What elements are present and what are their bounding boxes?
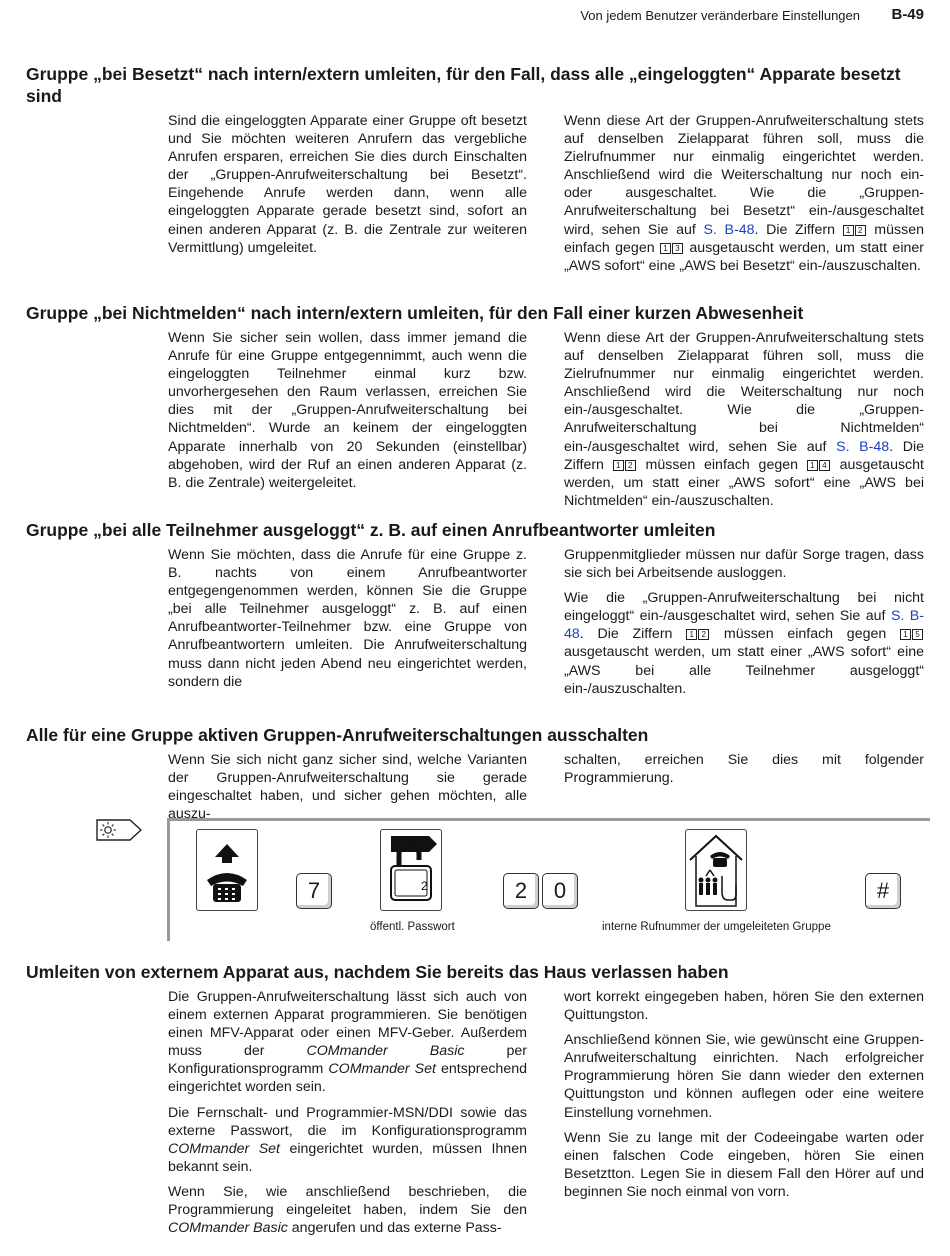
caption-public-password: öffentl. Passwort <box>370 921 455 933</box>
programming-sequence <box>167 818 930 941</box>
paragraph <box>564 329 924 510</box>
text: . Die Ziffern <box>579 626 687 643</box>
key-1: 1 <box>686 629 697 640</box>
paragraph <box>564 589 924 698</box>
page-link-b48[interactable]: S. B-48 <box>564 608 924 643</box>
key-4: 4 <box>819 460 830 471</box>
page-link-b48[interactable]: S. B-48 <box>836 438 890 455</box>
paragraph: Anschließend können Sie, wie gewünscht eine Gruppen-Anrufweiterschaltung einrichten. Nach erfolgreicher Programmierung hören Sie dann wieder den externen Quittungston und können auflegen oder eine weitere Einstellung vornehmen. <box>564 1032 924 1121</box>
text: Wenn diese Art der Gruppen-Anrufweiterschaltung stets auf denselben Zielapparat führen soll, muss die Zielrufnummer nur einmalig eingerichtet werden. Anschließend wird die Weiterschaltung nur noch ein- oder ausgeschaltet. Wie die „Gruppen-Anrufweiterschaltung bei Besetzt“ ein-/ausgeschaltet wird, sehen Sie auf <box>564 113 924 238</box>
paragraph <box>168 988 527 1097</box>
section-no-answer-left-text <box>168 329 527 499</box>
padlock-password-icon <box>380 829 442 911</box>
key-1: 1 <box>900 629 911 640</box>
section-remote-right-text <box>564 988 924 1208</box>
text: angerufen und das externe Pass- <box>287 1220 502 1237</box>
key-pair-icon <box>900 625 924 643</box>
section-heading-disable-all: Alle für eine Gruppe aktiven Gruppen-Anrufweiterschaltungen ausschalten <box>26 725 649 745</box>
section-logged-out-left-text <box>168 546 527 698</box>
text: Wenn Sie, wie anschließend beschrieben, die Programmierung eingeleitet haben, indem Sie den <box>168 1183 527 1219</box>
product-name: COMmander Set <box>168 1140 280 1157</box>
key-pair-icon <box>686 625 710 643</box>
paragraph: Wenn Sie zu lange mit der Codeeingabe warten oder einen falschen Code eingeben, hören Sie einen Besetztton. Legen Sie in diesem Fall den Hörer auf und beginnen Sie noch einmal von vorn. <box>564 1129 924 1200</box>
text: . Die Ziffern <box>564 438 924 473</box>
section-remote-left-text <box>168 988 527 1244</box>
key-1: 1 <box>660 243 671 254</box>
key-pair-icon <box>807 456 831 474</box>
paragraph <box>168 1183 527 1237</box>
key-pair-icon <box>843 221 867 239</box>
section-heading-busy: Gruppe „bei Besetzt“ nach intern/extern umleiten, für den Fall, dass alle „eingeloggten“ Apparate besetzt sind <box>26 64 901 106</box>
key-7: 7 <box>296 873 332 909</box>
key-1: 1 <box>613 460 624 471</box>
text: müssen einfach gegen <box>710 626 900 643</box>
key-hash: # <box>865 873 901 909</box>
paragraph: Sind die eingeloggten Apparate einer Gruppe oft besetzt und Sie möchten weiteren Anrufern das vergebliche Anrufen ersparen, erreichen Sie dies durch Einschalten der „Gruppen-Anrufweiterschaltung bei Besetzt“. Eingehende Anrufe werden dann, wenn alle eingeloggten Apparate gerade besetzt sind, sofort an einen anderen Apparat (z. B. die Zentrale zur weiteren Vermittlung) umgeleitet. <box>168 113 527 256</box>
text: per Konfigurationsprogramm <box>168 1043 528 1078</box>
section-heading-remote: Umleiten von externem Apparat aus, nachdem Sie bereits das Haus verlassen haben <box>26 962 729 982</box>
text: müssen einfach gegen <box>636 456 807 473</box>
text: ausgetauscht werden, um statt einer „AWS sofort“ eine „AWS bei Besetzt“ ein-/auszuschalten. <box>564 239 924 274</box>
sun-moon-icon <box>96 818 142 842</box>
product-name: COMmander Basic <box>306 1043 465 1060</box>
section-busy-right-text <box>564 112 924 282</box>
running-header: Von jedem Benutzer veränderbare Einstellungen <box>580 8 860 23</box>
section-heading-logged-out: Gruppe „bei alle Teilnehmer ausgeloggt“ z. B. auf einen Anrufbeantworter umleiten <box>26 520 716 540</box>
caption-group-number: interne Rufnummer der umgeleiteten Gruppe <box>602 921 831 933</box>
section-no-answer-right-text <box>564 329 924 517</box>
paragraph: Gruppenmitglieder müssen nur dafür Sorge tragen, dass sie sich bei Arbeitsende ausloggen. <box>564 547 924 582</box>
key-2: 2 <box>503 873 539 909</box>
text: eingerichtet wurden, müssen Ihnen bekannt sein. <box>168 1140 527 1175</box>
section-logged-out-right-text <box>564 546 924 705</box>
text: ausgetauscht werden, um statt einer „AWS sofort“ eine „AWS bei alle Teilnehmer ausgeloggt“ ein-/auszuschalten. <box>564 644 924 697</box>
text: Die Fernschalt- und Programmier-MSN/DDI sowie das externe Passwort, die im Konfigurationsprogramm <box>168 1104 527 1139</box>
page-link-b48[interactable]: S. B-48 <box>703 221 755 238</box>
paragraph: schalten, erreichen Sie dies mit folgender Programmierung. <box>564 752 924 787</box>
paragraph: Wenn Sie sich nicht ganz sicher sind, welche Varianten der Gruppen-Anrufweiterschaltung sie gerade eingeschaltet haben, und sicher gehen möchten, alle auszu- <box>168 752 527 823</box>
text: Wenn diese Art der Gruppen-Anrufweiterschaltung stets auf denselben Zielapparat führen soll, muss die Zielrufnummer nur einmalig eingerichtet werden. Anschließend wird die Weiterschaltung nur noch ein-/ausgeschaltet. Wie die „Gruppen-Anrufweiterschaltung bei Nichtmelden“ ein-/ausgeschaltet wird, sehen Sie auf <box>564 330 924 455</box>
key-2: 2 <box>855 225 866 236</box>
key-1: 1 <box>807 460 818 471</box>
key-0: 0 <box>542 873 578 909</box>
key-1: 1 <box>843 225 854 236</box>
text: Wie die „Gruppen-Anrufweiterschaltung bei nicht eingeloggt“ ein-/ausgeschaltet wird, sehen Sie auf <box>564 590 924 625</box>
lock-digit: 2 <box>421 879 428 893</box>
page-number: B-49 <box>891 6 924 23</box>
paragraph <box>168 1104 527 1176</box>
house-group-phone-icon <box>685 829 747 911</box>
key-pair-icon <box>660 239 684 257</box>
product-name: COMmander Set <box>328 1061 436 1078</box>
section-busy-left-text <box>168 112 527 264</box>
lift-handset-icon <box>196 829 258 911</box>
text: müssen einfach gegen <box>564 221 924 256</box>
paragraph: Wenn Sie möchten, dass die Anrufe für eine Gruppe z. B. nachts von einem Anrufbeantworter entgegengenommen werden, können Sie die Gruppe „bei alle Teilnehmer ausgeloggt“ z. B. auf einen Anrufbeantworter-Teilnehmer bzw. eine Gruppe von Anrufbeantwortern umleiten. Die Anrufweiterschaltung muss dann nicht jeden Abend neu eingerichtet werden, sondern die <box>168 547 527 690</box>
text: ausgetauscht werden, um statt einer „AWS sofort“ eine „AWS bei Nichtmelden“ ein-/auszuschalten. <box>564 456 924 509</box>
key-3: 3 <box>672 243 683 254</box>
key-2: 2 <box>698 629 709 640</box>
text: . Die Ziffern <box>754 221 843 238</box>
text: Die Gruppen-Anrufweiterschaltung lässt sich auch von einem externen Apparat programmieren. Sie benötigen einen MFV-Apparat oder einen MFV-Geber. Außerdem muss der <box>168 989 527 1060</box>
key-2: 2 <box>625 460 636 471</box>
text: entsprechend eingerichtet worden sein. <box>168 1061 527 1096</box>
paragraph: wort korrekt eingegeben haben, hören Sie den externen Quittungston. <box>564 989 924 1024</box>
paragraph <box>564 112 924 275</box>
product-name: COMmander Basic <box>168 1220 288 1237</box>
paragraph: Wenn Sie sicher sein wollen, dass immer jemand die Anrufe für eine Gruppe entgegennimmt, auch wenn die eingeloggten Teilnehmer einmal kurz bzw. unvorhergesehen den Raum verlassen, erreichen Sie dies mit der „Gruppen-Anrufweiterschaltung bei Nichtmelden“. Wurde an keinem der eingeloggten Apparate innerhalb von 20 Sekunden (einstellbar) abgehoben, wird der Ruf an einen anderen Apparat (z. B. die Zentrale) weitergeleitet. <box>168 330 527 491</box>
section-heading-no-answer: Gruppe „bei Nichtmelden“ nach intern/extern umleiten, für den Fall einer kurzen Abwesenheit <box>26 303 804 323</box>
key-5: 5 <box>912 629 923 640</box>
section-disable-all-right-text <box>564 751 924 794</box>
key-pair-icon <box>613 456 637 474</box>
